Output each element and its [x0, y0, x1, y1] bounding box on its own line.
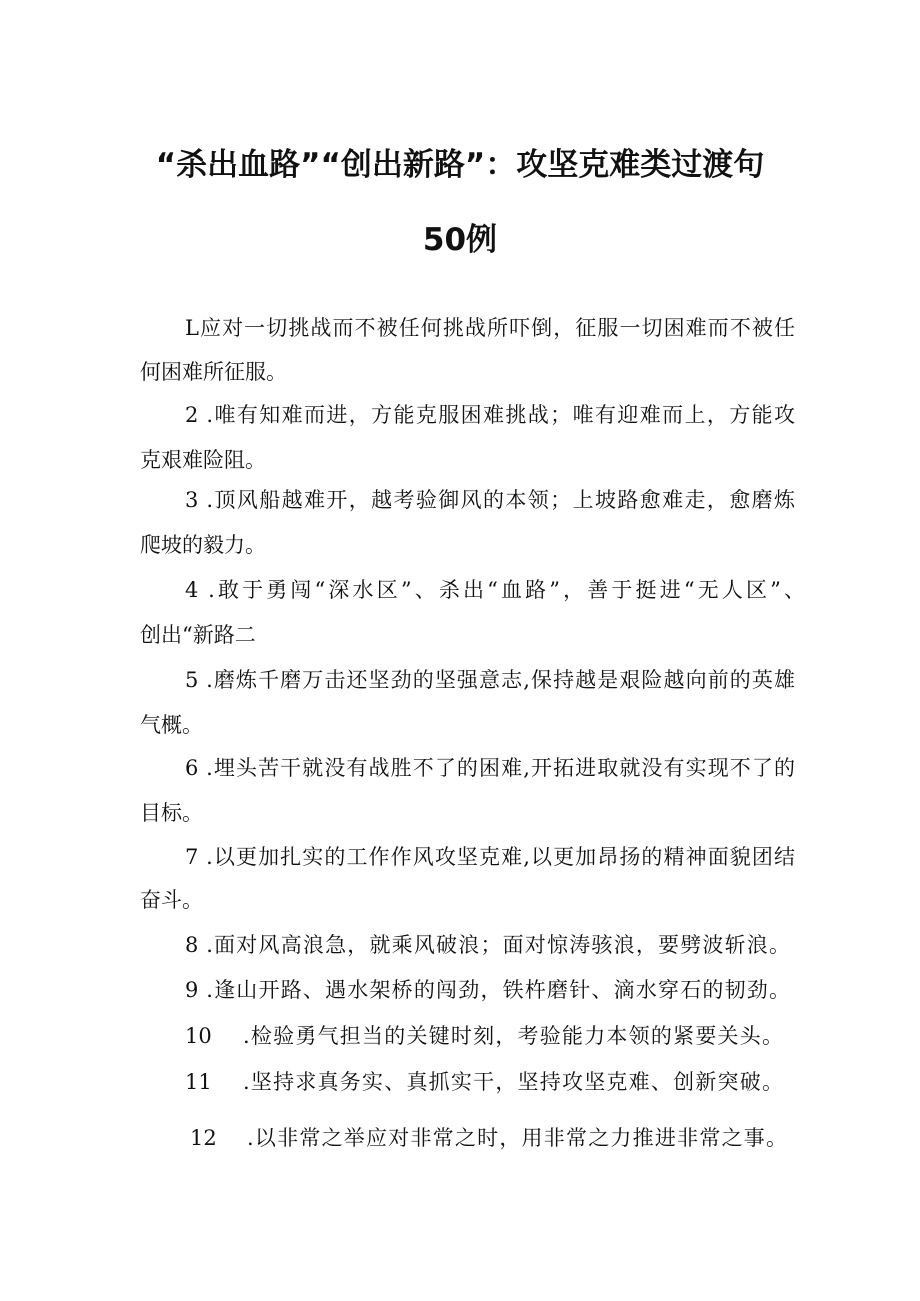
item-6-line-2: 目标。: [140, 801, 203, 825]
item-12-number: 12: [190, 1126, 217, 1150]
item-11-number: 11: [185, 1070, 212, 1094]
item-10-number: 10: [185, 1024, 212, 1048]
item-2-line-2: 克艰难险阻。: [140, 448, 266, 472]
item-1-line-2: 何困难所征服。: [140, 360, 287, 384]
item-6-line-1: 6 .埋头苦干就没有战胜不了的困难,开拓进取就没有实现不了的: [185, 756, 795, 780]
item-7-line-2: 奋斗。: [140, 888, 203, 912]
item-7-line-1: 7 .以更加扎实的工作作风攻坚克难,以更加昂扬的精神面貌团结: [185, 845, 795, 869]
item-1-line-1: L应对一切挑战而不被任何挑战所吓倒，征服一切困难而不被任: [185, 316, 795, 340]
item-11: .坚持求真务实、真抓实干，坚持攻坚克难、创新突破。: [243, 1070, 783, 1094]
item-4-line-1: 4 .敢于勇闯“深水区”、杀出“血路”，善于挺进“无人区”、: [185, 578, 805, 602]
item-12: .以非常之举应对非常之时，用非常之力推进非常之事。: [247, 1126, 787, 1150]
item-3-line-1: 3 .顶风船越难开，越考验御风的本领；上坡路愈难走，愈磨炼: [185, 488, 795, 512]
item-5-line-1: 5 .磨炼千磨万击还坚劲的坚强意志,保持越是艰险越向前的英雄: [185, 668, 795, 692]
document-title-line-1: “杀出血路”“创出新路”：攻坚克难类过渡句: [155, 147, 765, 183]
item-4-line-2: 创出“新路二: [140, 623, 256, 647]
item-9: 9 .逢山开路、遇水架桥的闯劲，铁杵磨针、滴水穿石的韧劲。: [185, 978, 790, 1002]
document-title-line-2: 50例: [422, 222, 498, 258]
item-8: 8 .面对风高浪急，就乘风破浪；面对惊涛骇浪，要劈波斩浪。: [185, 933, 790, 957]
item-5-line-2: 气概。: [140, 713, 203, 737]
item-2-line-1: 2 .唯有知难而进，方能克服困难挑战；唯有迎难而上，方能攻: [185, 403, 795, 427]
item-10: .检验勇气担当的关键时刻，考验能力本领的紧要关头。: [243, 1024, 783, 1048]
item-3-line-2: 爬坡的毅力。: [140, 533, 266, 557]
